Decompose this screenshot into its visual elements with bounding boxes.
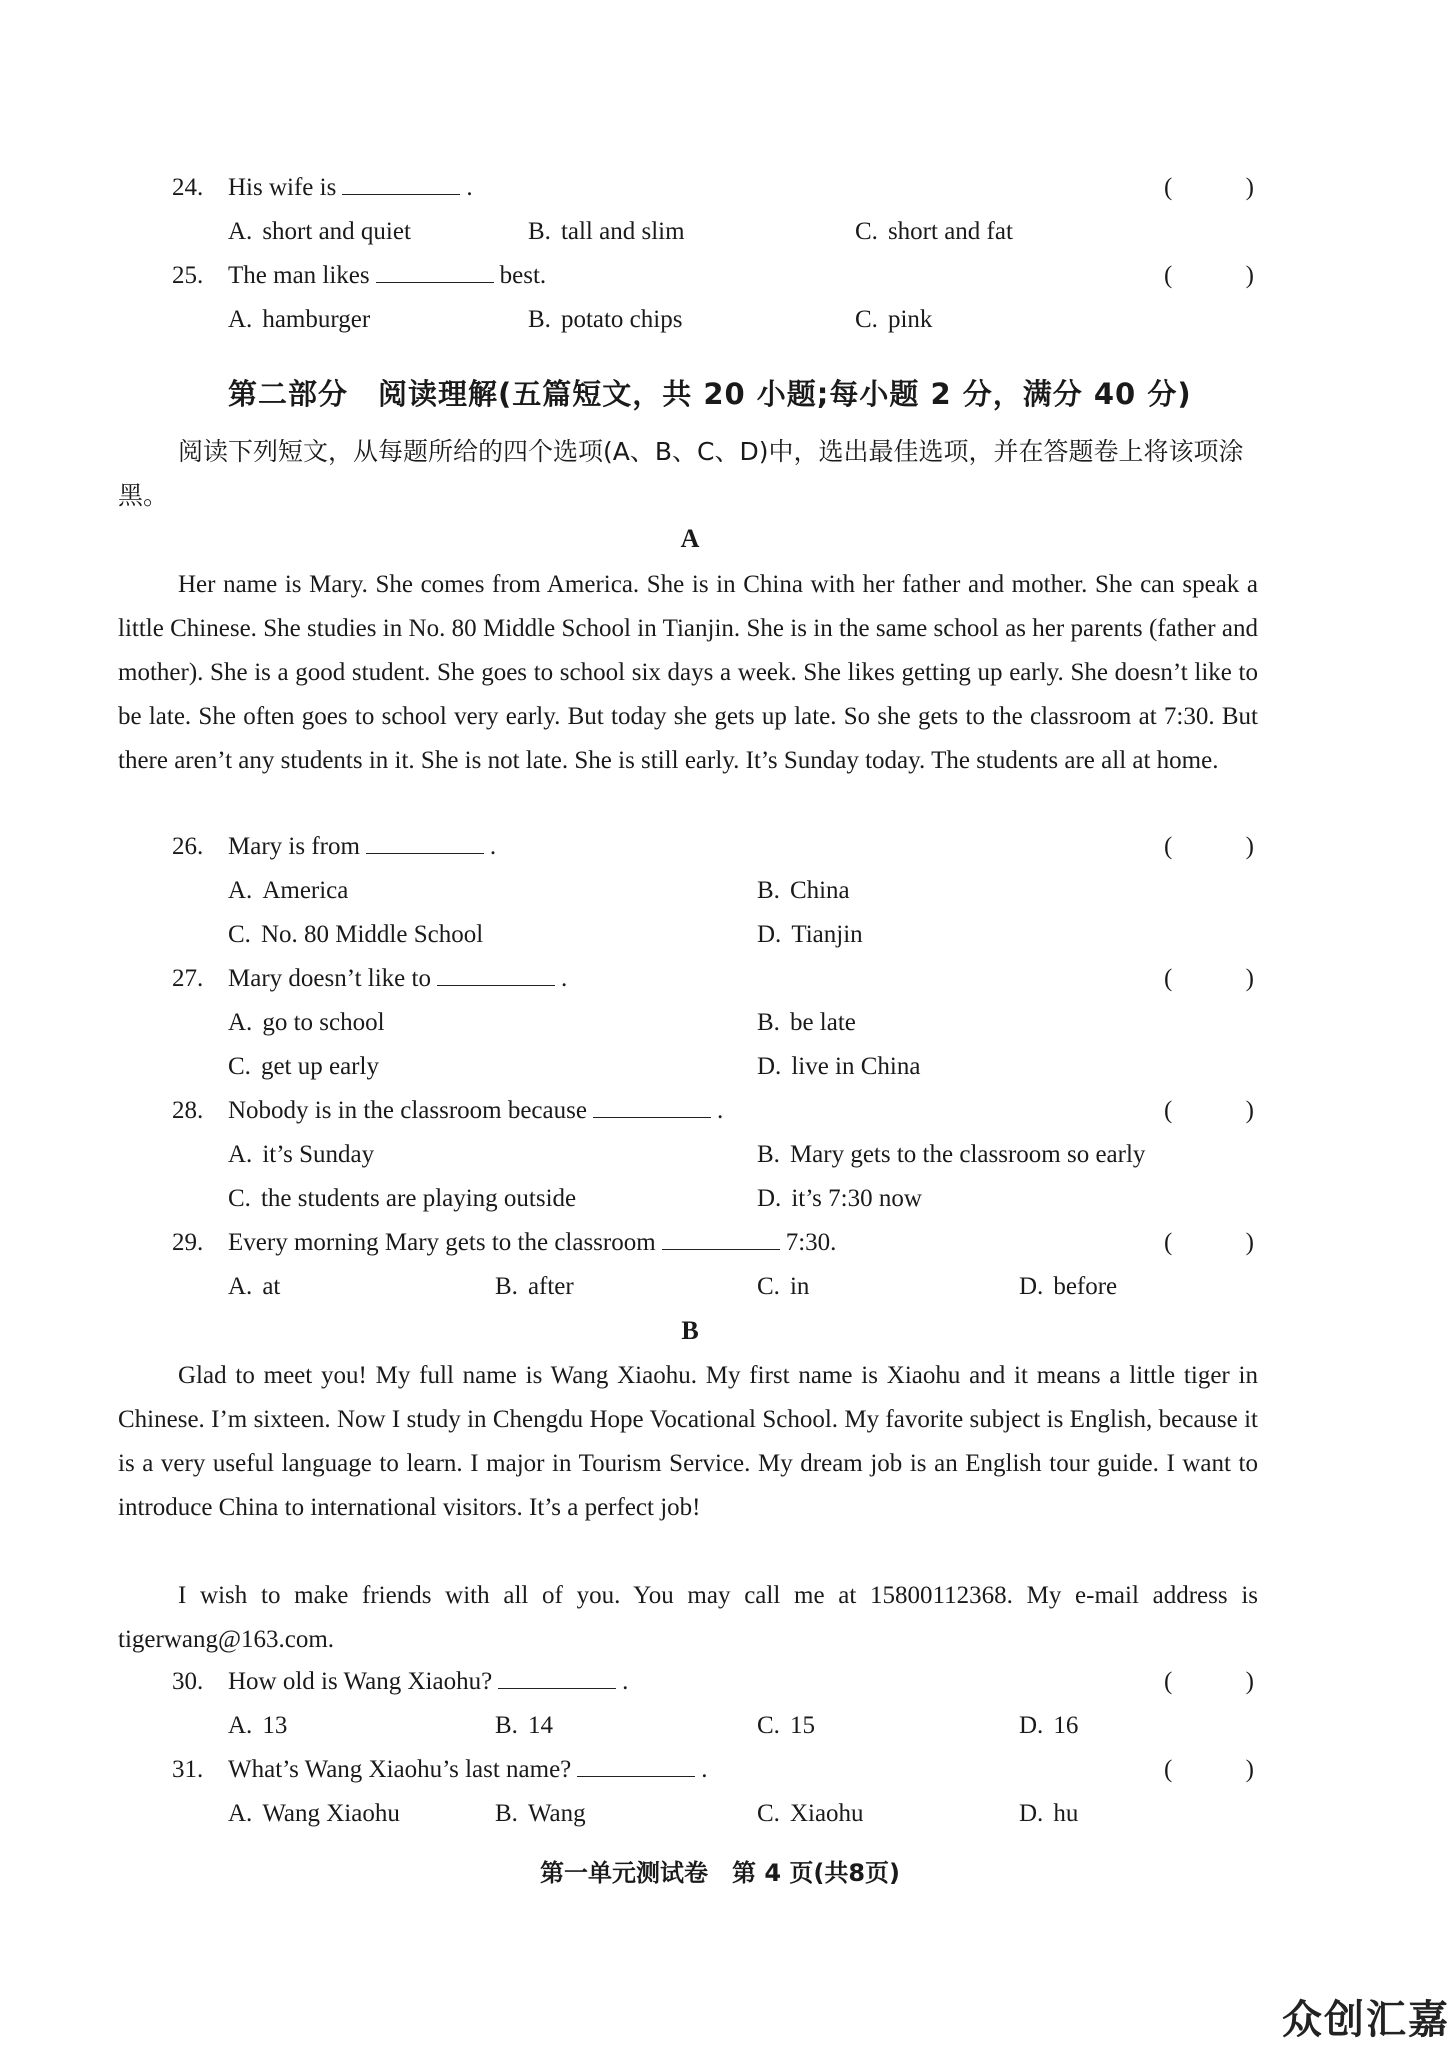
question-number: 30. (172, 1668, 204, 1695)
question-number: 24. (172, 174, 204, 201)
option-b[interactable]: B. be late (757, 1009, 856, 1036)
question-stem: Every morning Mary gets to the classroom 7:30. (228, 1229, 837, 1256)
option-d[interactable]: D. 16 (1019, 1712, 1079, 1739)
option-b[interactable]: B. China (757, 877, 850, 904)
exam-page: 24. His wife is . ( ) A. short and quiet B. tall and slim C. short and fat 25. The man likes best. ( ) A. hamburger B. potato chips C. pink 第二部分 阅读理解(五篇短文，共 20 小题;每小题 2 分，满分 40 分) 阅读下列短文，从每题所给的四个选项(A、B、C、D)中，选出最佳选项，并在答题卷上将该项涂黑。 A Her name is Mary. She comes from America. She is in China with her father and mother. She can speak a little Chinese. She studies in No. 80 Middle School in Tianjin. She is in the same school as her parents (father and mother). She is a good student. She goes to school six days a week. She likes getting up early. She doesn’t like to be late. She often goes to school very early. But today she gets up late. So she gets to the classroom at 7:30. But there aren’t any students in it. She is not late. She is still early. It’s Sunday today. The students are all at home. 26. Mary is from . ( ) A. America B. China C. No. 80 Middle School D. Tianjin 27. Mary doesn’t like to . ( ) A. go to school B. be late C. get up early D. live in China 28. Nobody is in the classroom because . ( ) A. it’s Sunday B. Mary gets to the classroom so early C. the students are playing outside D. it’s 7:30 now 29. Every morning Mary gets to the classroom 7:30. ( ) A. at B. after C. in D. before B Glad to meet you! My full name is Wang Xiaohu. My first name is Xiaohu and it means a little tiger in Chinese. I’m sixteen. Now I study in Chengdu Hope Vocational School. My favorite subject is English, because it is a very useful language to learn. I major in Tourism Service. My dream job is an English tour guide. I want to introduce China to international visitors. It’s a perfect job! I wish to make friends with all of you. You may call me at 15800112368. My e-mail address is tigerwang@163.com. 30. How old is Wang Xiaohu? . ( ) A. 13 B. 14 C. 15 D. 16 31. What’s Wang Xiaohu’s last name? . ( ) A. Wang Xiaohu B. Wang C. Xiaohu D. hu 第一单元测试卷 第 4 页(共8页) 众创汇嘉 (0, 0, 1456, 2047)
question-number: 31. (172, 1756, 204, 1783)
option-a[interactable]: A. it’s Sunday (228, 1141, 375, 1168)
page-footer: 第一单元测试卷 第 4 页(共8页) (539, 1859, 901, 1887)
option-c[interactable]: C. short and fat (855, 218, 1013, 245)
answer-blank (662, 1227, 780, 1250)
answer-blank (342, 172, 460, 195)
option-b[interactable]: B. 14 (495, 1712, 553, 1739)
question-stem: The man likes best. (228, 262, 547, 289)
question-stem: His wife is . (228, 174, 473, 201)
passage-b-paragraph-1: Glad to meet you! My full name is Wang Xiaohu. My first name is Xiaohu and it means a little tiger in Chinese. I’m sixteen. Now I study in Chengdu Hope Vocational School. My favorite subject is English, because it is a very useful language to learn. I major in Tourism Service. My dream job is an English tour guide. I want to introduce China to international visitors. It’s a perfect job! (118, 1362, 1258, 1521)
option-c[interactable]: C. in (757, 1273, 810, 1300)
option-b[interactable]: B. potato chips (528, 306, 683, 333)
option-a[interactable]: A. at (228, 1273, 281, 1300)
answer-blank (577, 1754, 695, 1777)
passage-b-paragraph-2: I wish to make friends with all of you. You may call me at 15800112368. My e-mail address is tigerwang@163.com. (118, 1582, 1258, 1653)
answer-blank (437, 963, 555, 986)
question-number: 27. (172, 965, 204, 992)
option-a[interactable]: A. short and quiet (228, 218, 411, 245)
option-d[interactable]: D. live in China (757, 1053, 921, 1080)
option-a[interactable]: A. America (228, 877, 349, 904)
option-d[interactable]: D. Tianjin (757, 921, 863, 948)
question-stem: How old is Wang Xiaohu? . (228, 1668, 629, 1695)
option-c[interactable]: C. Xiaohu (757, 1800, 864, 1827)
option-c[interactable]: C. pink (855, 306, 933, 333)
instructions: 阅读下列短文，从每题所给的四个选项(A、B、C、D)中，选出最佳选项，并在答题卷上将该项涂黑。 (118, 437, 1244, 510)
option-b[interactable]: B. Wang (495, 1800, 586, 1827)
option-a[interactable]: A. 13 (228, 1712, 288, 1739)
option-b[interactable]: B. Mary gets to the classroom so early (757, 1141, 1146, 1168)
question-stem: Mary doesn’t like to . (228, 965, 568, 992)
option-b[interactable]: B. after (495, 1273, 574, 1300)
option-c[interactable]: C. the students are playing outside (228, 1185, 577, 1212)
question-number: 26. (172, 833, 204, 860)
option-a[interactable]: A. hamburger (228, 306, 371, 333)
passage-b-heading: B (681, 1316, 699, 1345)
answer-blank (366, 831, 484, 854)
option-b[interactable]: B. tall and slim (528, 218, 685, 245)
answer-blank (376, 260, 494, 283)
answer-blank (498, 1666, 616, 1689)
passage-a-heading: A (680, 524, 700, 553)
question-number: 29. (172, 1229, 204, 1256)
answer-blank (593, 1095, 711, 1118)
question-stem: Mary is from . (228, 833, 497, 860)
option-a[interactable]: A. go to school (228, 1009, 385, 1036)
passage-a-text: Her name is Mary. She comes from America. She is in China with her father and mother. She can speak a little Chinese. She studies in No. 80 Middle School in Tianjin. She is in the same school as her parents (father and mother). She is a good student. She goes to school six days a week. She likes getting up early. She doesn’t like to be late. She often goes to school very early. But today she gets up late. So she gets to the classroom at 7:30. But there aren’t any students in it. She is not late. She is still early. It’s Sunday today. The students are all at home. (118, 571, 1258, 774)
watermark-logo: 众创汇嘉 (1282, 1997, 1450, 2043)
option-d[interactable]: D. it’s 7:30 now (757, 1185, 922, 1212)
section-title: 第二部分 阅读理解(五篇短文，共 20 小题;每小题 2 分，满分 40 分) (228, 377, 1192, 411)
option-d[interactable]: D. hu (1019, 1800, 1079, 1827)
question-stem: Nobody is in the classroom because . (228, 1097, 724, 1124)
option-d[interactable]: D. before (1019, 1273, 1118, 1300)
question-number: 25. (172, 262, 204, 289)
option-c[interactable]: C. 15 (757, 1712, 815, 1739)
question-number: 28. (172, 1097, 204, 1124)
question-stem: What’s Wang Xiaohu’s last name? . (228, 1756, 708, 1783)
option-a[interactable]: A. Wang Xiaohu (228, 1800, 400, 1827)
option-c[interactable]: C. No. 80 Middle School (228, 921, 484, 948)
option-c[interactable]: C. get up early (228, 1053, 379, 1080)
